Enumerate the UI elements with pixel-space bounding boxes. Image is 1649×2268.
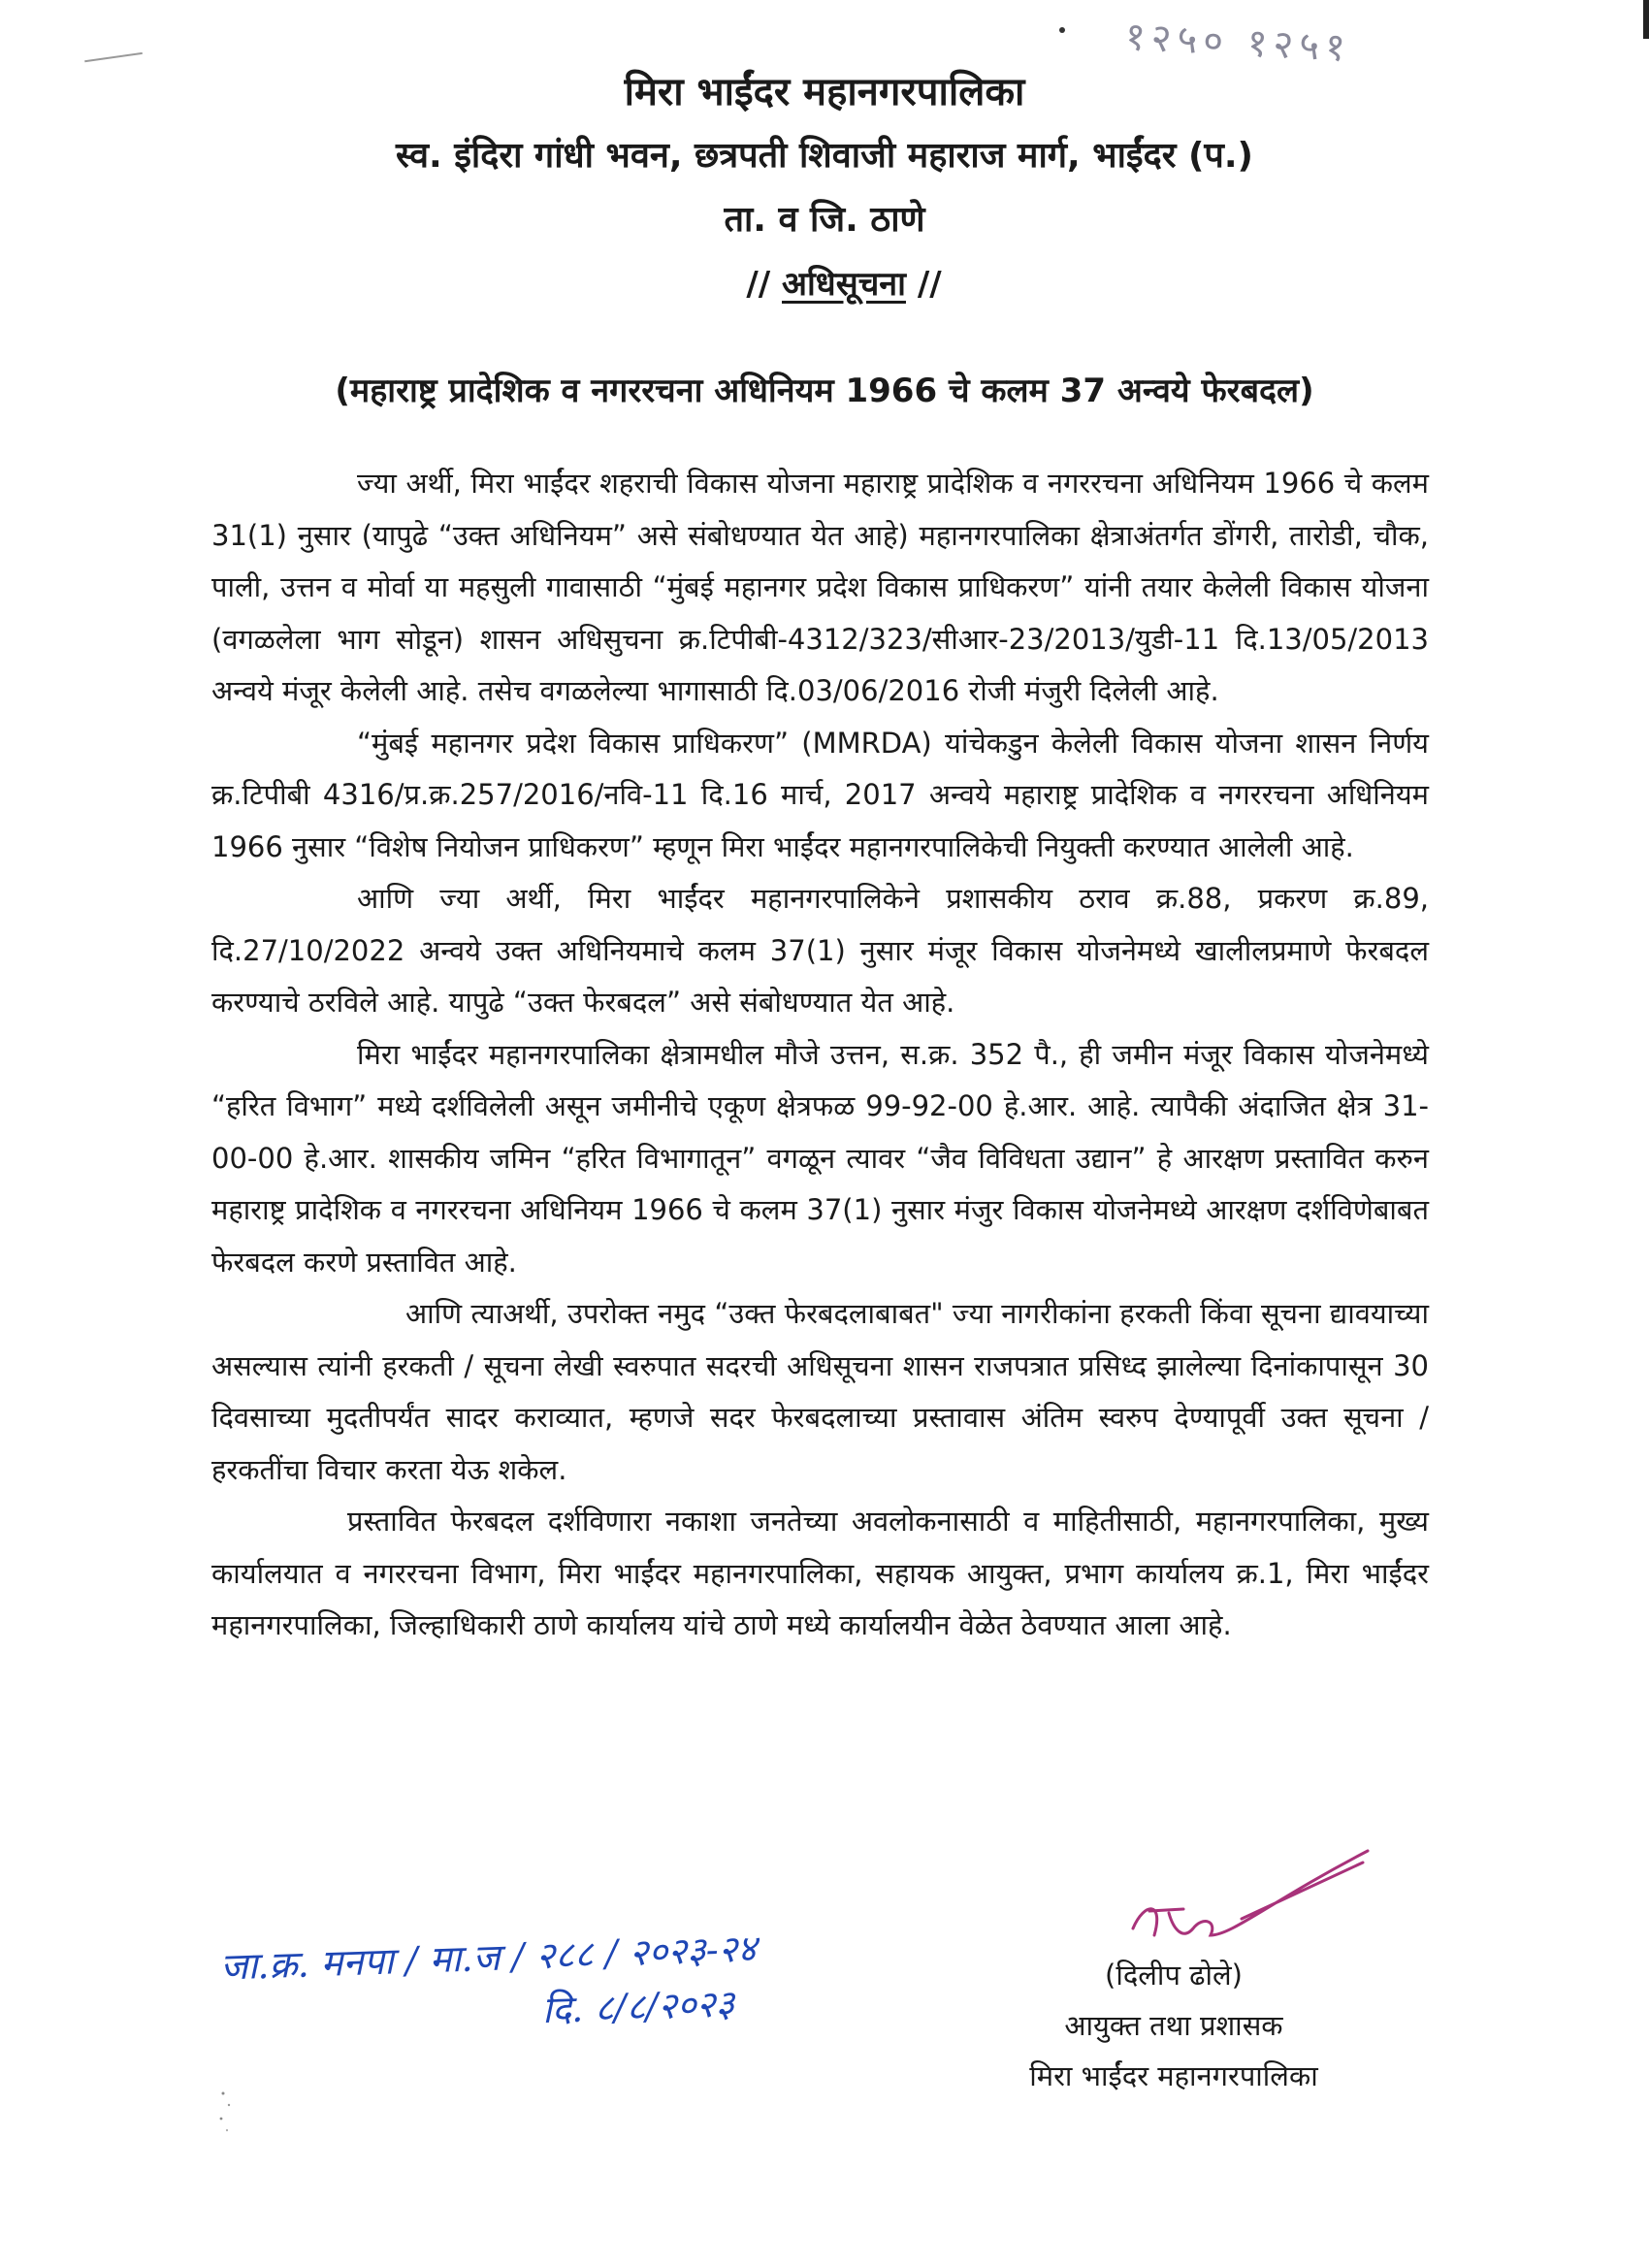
notice-body: [211, 458, 1429, 1652]
organization-name: मिरा भाईंदर महानगरपालिका: [624, 70, 1025, 114]
signatory-designation: आयुक्त तथा प्रशासक: [1064, 2009, 1283, 2042]
handwritten-ref-line: जा.क्र. मनपा / मा.ज / २८८ / २०२३-२४: [219, 1927, 758, 1989]
notice-heading: [39, 252, 1649, 316]
letterhead: [0, 60, 1649, 316]
paragraph-3: आणि ज्या अर्थी, मिरा भाईंदर महानगरपालिकेने प्रशासकीय ठराव क्र.88, प्रकरण क्र.89, दि.27/10/2022 अन्वये उक्त अधिनियमाचे कलम 37(1) नुसार मंजूर विकास योजनेमध्ये खालीलप्रमाणे फेरबदल करण्याचे ठरविले आहे. यापुढे “उक्त फेरबदल” असे संबोधण्यात येत आहे.: [211, 882, 1429, 1019]
subject-line: (महाराष्ट्र प्रादेशिक व नगररचना अधिनियम 1966 चे कलम 37 अन्वये फेरबदल): [335, 372, 1314, 410]
handwritten-date-line: दि. ८/८/२०२३: [541, 1982, 735, 2032]
notice-suffix: //: [917, 265, 942, 304]
paragraph-2: “मुंबई महानगर प्रदेश विकास प्राधिकरण” (MMRDA) यांचेकडुन केलेली विकास योजना शासन निर्णय क्र.टिपीबी 4316/प्र.क्र.257/2016/नवि-11 दि.16 मार्च, 2017 अन्वये महाराष्ट्र प्रादेशिक व नगररचना अधिनियम 1966 नुसार “विशेष नियोजन प्राधिकरण” म्हणून मिरा भाईंदर महानगरपालिकेची नियुक्ती करण्यात आलेली आहे.: [211, 726, 1429, 863]
notice-prefix: //: [746, 265, 771, 304]
paragraph-4: मिरा भाईंदर महानगरपालिका क्षेत्रामधील मौजे उत्तन, स.क्र. 352 पै., ही जमीन मंजूर विकास योजनेमध्ये “हरित विभाग” मध्ये दर्शविलेली असून जमीनीचे एकूण क्षेत्रफळ 99-92-00 हे.आर. आहे. त्यापैकी अंदाजित क्षेत्र 31-00-00 हे.आर. शासकीय जमिन “हरित विभागातून” वगळून त्यावर “जैव विविधता उद्यान” हे आरक्षण प्रस्तावित करुन महाराष्ट्र प्रादेशिक व नगररचना अधिनियम 1966 चे कलम 37(1) नुसार मंजुर विकास योजनेमध्ये आरक्षण दर्शविणेबाबत फेरबदल करणे प्रस्तावित आहे.: [211, 1037, 1429, 1279]
scan-edge: [1643, 0, 1649, 39]
signatory-organization: मिरा भाईंदर महानगरपालिका: [1029, 2059, 1318, 2092]
district-line: ता. व जि. ठाणे: [724, 200, 925, 240]
notice-title: अधिसूचना: [782, 265, 906, 304]
paragraph-6: प्रस्तावित फेरबदल दर्शविणारा नकाशा जनतेच्या अवलोकनासाठी व माहितीसाठी, महानगरपालिका, मुख्य कार्यालयात व नगररचना विभाग, मिरा भाईंदर महानगरपालिका, सहायक आयुक्त, प्रभाग कार्यालय क्र.1, मिरा भाईंदर महानगरपालिका, जिल्हाधिकारी ठाणे कार्यालय यांचे ठाणे मध्ये कार्यालयीन वेळेत ठेवण्यात आला आहे.: [211, 1505, 1429, 1641]
signatory-name: (दिलीप ढोले): [1105, 1959, 1243, 1992]
organization-address: स्व. इंदिरा गांधी भवन, छत्रपती शिवाजी महाराज मार्ग, भाईंदर (प.): [396, 136, 1253, 176]
reference-numbers: १२५० १२५१: [1123, 14, 1353, 72]
scan-noise: [213, 2086, 242, 2144]
scan-speck: [1059, 27, 1065, 33]
handwritten-outward-number: [219, 1921, 760, 2048]
signatory-block: [970, 1950, 1377, 2101]
paragraph-5: आणि त्याअर्थी, उपरोक्त नमुद “उक्त फेरबदलाबाबत" ज्या नागरीकांना हरकती किंवा सूचना द्यावयाच्या असल्यास त्यांनी हरकती / सूचना लेखी स्वरुपात सदरची अधिसूचना शासन राजपत्रात प्रसिध्द झालेल्या दिनांकापासून 30 दिवसाच्या मुदतीपर्यंत सादर कराव्यात, म्हणजे सदर फेरबदलाच्या प्रस्तावास अंतिम स्वरुप देण्यापूर्वी उक्त सूचना / हरकतींचा विचार करता येऊ शकेल.: [211, 1297, 1429, 1486]
paragraph-1: ज्या अर्थी, मिरा भाईंदर शहराची विकास योजना महाराष्ट्र प्रादेशिक व नगररचना अधिनियम 1966 चे कलम 31(1) नुसार (यापुढे “उक्त अधिनियम” असे संबोधण्यात येत आहे) महानगरपालिका क्षेत्राअंतर्गत डोंगरी, तारोडी, चौक, पाली, उत्तन व मोर्वा या महसुली गावासाठी “मुंबई महानगर प्रदेश विकास प्राधिकरण” यांनी तयार केलेली विकास योजना (वगळलेला भाग सोडून) शासन अधिसुचना क्र.टिपीबी-4312/323/सीआर-23/2013/युडी-11 दि.13/05/2013 अन्वये मंजूर केलेली आहे. तसेच वगळलेल्या भागासाठी दि.03/06/2016 रोजी मंजुरी दिलेली आहे.: [211, 467, 1429, 707]
signature-scribble: [1125, 1843, 1377, 1960]
